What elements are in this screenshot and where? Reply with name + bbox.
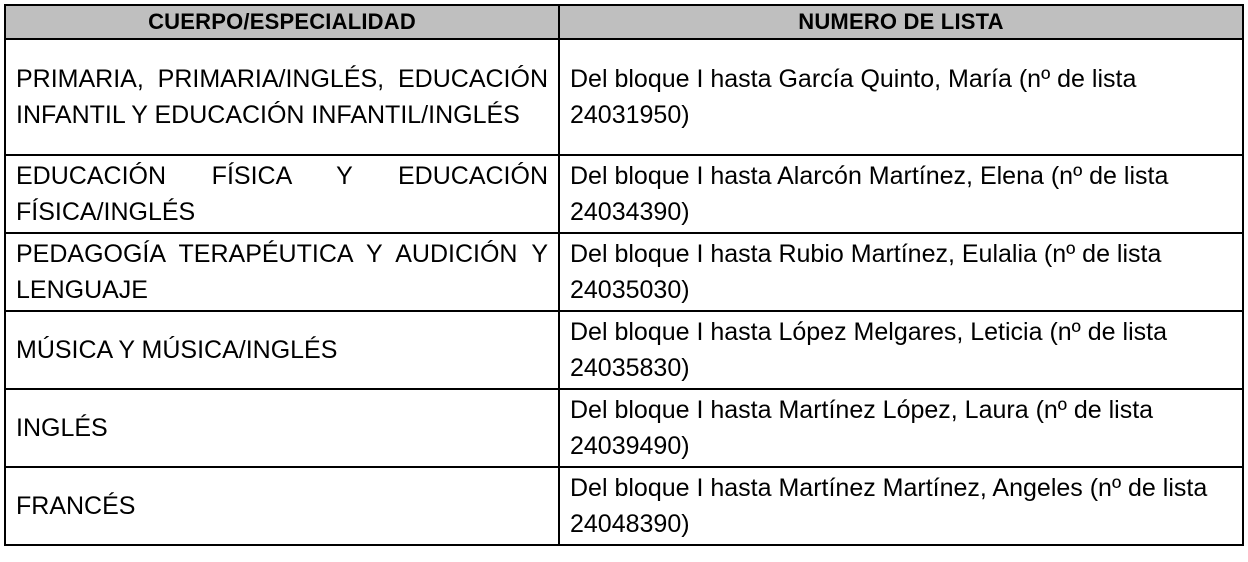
- numero-lista-cell: Del bloque I hasta López Melgares, Leticia (nº de lista 24035830): [559, 311, 1243, 389]
- header-row: [5, 5, 1243, 39]
- especialidad-cell: PRIMARIA, PRIMARIA/INGLÉS, EDUCACIÓN INFANTIL Y EDUCACIÓN INFANTIL/INGLÉS: [5, 39, 559, 155]
- numero-lista-cell: Del bloque I hasta García Quinto, María (nº de lista 24031950): [559, 39, 1243, 155]
- specialty-list-table: [4, 4, 1244, 546]
- numero-lista-cell: Del bloque I hasta Alarcón Martínez, Elena (nº de lista 24034390): [559, 155, 1243, 233]
- table-row: [5, 311, 1243, 389]
- table-row: [5, 389, 1243, 467]
- especialidad-cell: MÚSICA Y MÚSICA/INGLÉS: [5, 311, 559, 389]
- numero-lista-cell: Del bloque I hasta Martínez López, Laura (nº de lista 24039490): [559, 389, 1243, 467]
- especialidad-cell: INGLÉS: [5, 389, 559, 467]
- especialidad-cell: FRANCÉS: [5, 467, 559, 545]
- numero-lista-cell: Del bloque I hasta Rubio Martínez, Eulalia (nº de lista 24035030): [559, 233, 1243, 311]
- table-body: [5, 39, 1243, 545]
- especialidad-cell: PEDAGOGÍA TERAPÉUTICA Y AUDICIÓN Y LENGUAJE: [5, 233, 559, 311]
- table-header: [5, 5, 1243, 39]
- especialidad-cell: EDUCACIÓN FÍSICA Y EDUCACIÓN FÍSICA/INGLÉS: [5, 155, 559, 233]
- table-row: [5, 155, 1243, 233]
- header-numero-de-lista: NUMERO DE LISTA: [559, 5, 1243, 39]
- table-row: [5, 233, 1243, 311]
- table-row: [5, 39, 1243, 155]
- header-cuerpo-especialidad: CUERPO/ESPECIALIDAD: [5, 5, 559, 39]
- table-row: [5, 467, 1243, 545]
- numero-lista-cell: Del bloque I hasta Martínez Martínez, Angeles (nº de lista 24048390): [559, 467, 1243, 545]
